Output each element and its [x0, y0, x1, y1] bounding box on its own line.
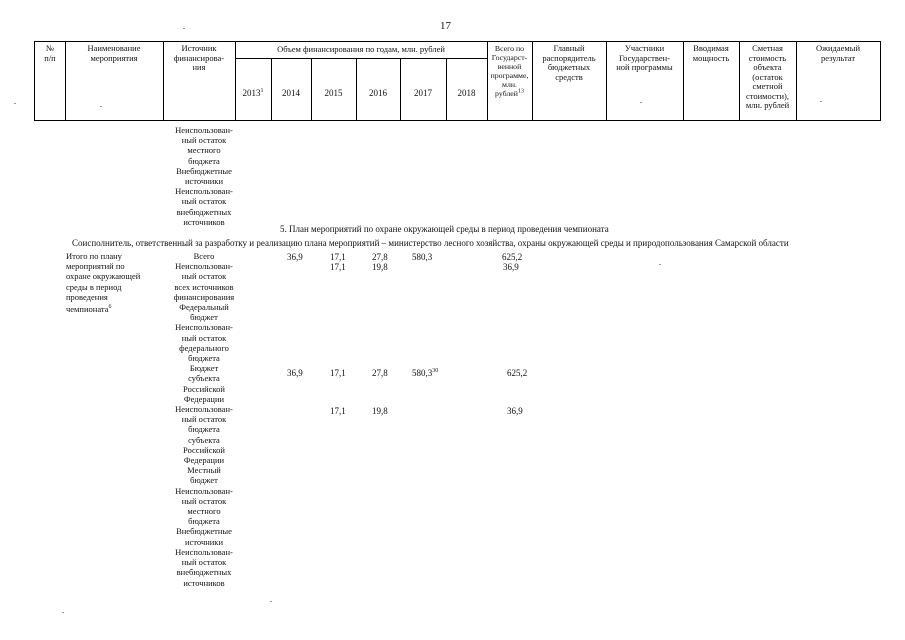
value-total-2016: 27,8	[372, 252, 388, 262]
scan-speck	[14, 103, 16, 104]
source-line: местного	[187, 506, 221, 517]
source-line: местного	[187, 145, 221, 156]
coexecutor-line: Соисполнитель, ответственный за разработку и реализацию плана мероприятий – министерство лесного хозяйства, охраны окружающей среды и природопользования Самарской области	[72, 238, 789, 248]
source-line: субъекта	[188, 373, 220, 384]
value-unused-all-2015: 17,1	[330, 262, 346, 272]
year-2015-header: 2015	[324, 88, 343, 98]
source-line: Российской	[183, 383, 225, 394]
source-line: Бюджет	[189, 363, 219, 374]
item-sources	[160, 251, 248, 588]
col-participants-header: Участники Государствен- ной программы	[616, 43, 673, 72]
source-line: Неиспользован-	[175, 186, 233, 197]
col-volume-header: Объем финансирования по годам, млн. рублей	[277, 44, 445, 54]
year-2013-header: 2013$^1$	[242, 88, 264, 98]
source-line: финансирования	[173, 291, 235, 302]
scan-speck	[100, 106, 102, 107]
source-line: источников	[183, 577, 225, 588]
item-label: Итого по плану мероприятий по охране окружающей среды в период проведения чемпионата$^6$	[66, 251, 141, 314]
source-line: источники	[184, 536, 223, 547]
source-line: ный остаток	[181, 271, 227, 282]
value-unused-all-2016: 19,8	[372, 262, 388, 272]
carry-over-sources	[160, 125, 248, 227]
col-total-header: Всего по Государст- венной программе, млн. рублей$^{13}$	[490, 44, 529, 98]
source-line: источники	[184, 176, 223, 187]
scan-speck	[270, 601, 272, 602]
source-line: ный остаток	[181, 332, 227, 343]
scan-speck	[640, 102, 642, 103]
source-line: ный остаток	[181, 495, 227, 506]
value-total-2015: 17,1	[330, 252, 346, 262]
source-line: всех источников	[174, 281, 234, 292]
source-line: Российской	[183, 444, 225, 455]
source-line: бюджета	[188, 516, 220, 527]
year-2014-header: 2014	[282, 88, 300, 98]
value-unused-region-sum: 36,9	[507, 406, 523, 416]
source-line: внебюджетных	[176, 206, 232, 217]
source-line: федерального	[179, 342, 229, 353]
value-total-sum: 625,2	[502, 252, 523, 262]
source-line: Внебюджетные	[176, 526, 232, 537]
source-line: бюджета	[188, 155, 220, 166]
value-total-2017: 580,3	[412, 252, 433, 262]
source-line: Федеральный	[179, 302, 229, 313]
table-header	[34, 41, 881, 121]
source-line: Неиспользован-	[175, 404, 233, 415]
col-num-header: № п/п	[44, 43, 56, 63]
source-line: источников	[183, 216, 225, 227]
col-manager-header: Главный распорядитель бюджетных средств	[542, 43, 596, 82]
row-divider	[235, 58, 487, 59]
page-number: 17	[440, 20, 451, 32]
source-line: бюджет	[190, 475, 218, 486]
source-line: внебюджетных	[176, 567, 232, 578]
scan-speck	[62, 612, 64, 613]
value-region-sum: 625,2	[507, 368, 528, 378]
col-result-header: Ожидаемый результат	[815, 43, 861, 63]
col-cost-header: Сметная стоимость объекта (остаток сметной стоимости), млн. рублей	[745, 43, 790, 110]
value-region-2015: 17,1	[330, 368, 346, 378]
source-line: Неиспользован-	[175, 125, 233, 135]
source-line: Внебюджетные	[176, 165, 232, 176]
value-region-2017: 580,3$^{30}$	[412, 368, 439, 378]
value-unused-region-2016: 19,8	[372, 406, 388, 416]
source-line: Неиспользован-	[175, 485, 233, 496]
source-line: ный остаток	[181, 557, 227, 568]
source-line: Неиспользован-	[175, 546, 233, 557]
value-total-2014: 36,9	[287, 252, 303, 262]
source-line: ный остаток	[181, 414, 227, 425]
value-region-2014: 36,9	[287, 368, 303, 378]
source-line: бюджета	[188, 424, 220, 435]
year-2018-header: 2018	[457, 88, 476, 98]
col-capacity-header: Вводимая мощность	[692, 43, 730, 63]
scan-speck	[659, 264, 661, 265]
scan-speck	[183, 28, 185, 29]
source-line: Неиспользован-	[175, 261, 233, 272]
source-line: Неиспользован-	[175, 322, 233, 333]
year-2017-header: 2017	[414, 88, 432, 98]
source-line: ный остаток	[181, 196, 227, 207]
scan-speck	[820, 101, 822, 102]
source-line: бюджета	[188, 353, 220, 364]
value-region-2016: 27,8	[372, 368, 388, 378]
value-unused-all-sum: 36,9	[503, 262, 519, 272]
section-title: 5. План мероприятий по охране окружающей среды в период проведения чемпионата	[280, 224, 609, 234]
source-line: ный остаток	[181, 135, 227, 146]
source-line: субъекта	[188, 434, 220, 445]
value-unused-region-2015: 17,1	[330, 406, 346, 416]
source-line: бюджет	[190, 312, 218, 323]
source-line: Федерации	[183, 393, 225, 404]
source-line: Федерации	[183, 455, 225, 466]
year-2016-header: 2016	[369, 88, 387, 98]
source-line: Всего	[193, 251, 215, 261]
col-name-header: Наименование мероприятия	[87, 43, 141, 63]
source-line: Местный	[187, 465, 221, 476]
col-source-header: Источник финансирова- ния	[173, 43, 225, 72]
